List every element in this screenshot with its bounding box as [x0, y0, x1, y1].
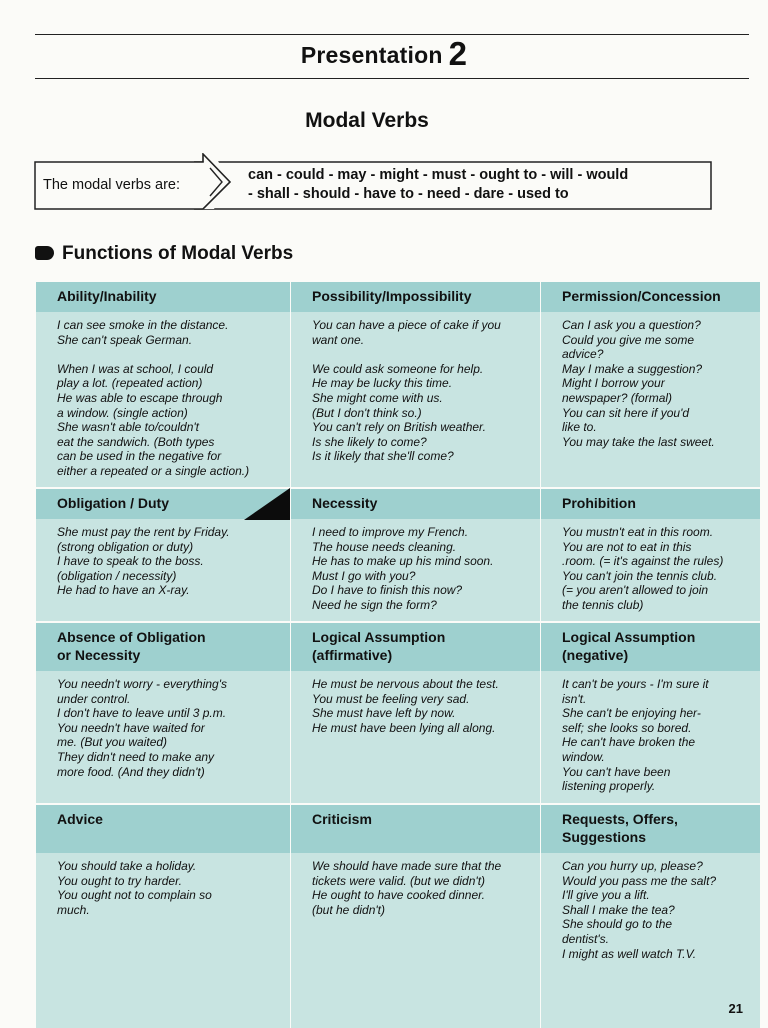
function-heading-text: Logical Assumption [312, 629, 446, 645]
function-examples [541, 519, 760, 621]
example-line: window. [562, 749, 605, 764]
function-heading [541, 489, 760, 519]
example-line: (= you aren't allowed to join [562, 583, 709, 598]
modal-verbs-list [248, 166, 710, 204]
example-line: play a lot. (repeated action) [57, 376, 203, 391]
example-line: You needn't worry - everything's [57, 677, 228, 691]
example-line: She can't speak German. [57, 332, 193, 347]
example-line: I don't have to leave until 3 p.m. [57, 706, 227, 721]
example-line: May I make a suggestion? [562, 361, 703, 376]
example-line: can be used in the negative for [57, 449, 222, 464]
function-examples [541, 671, 760, 803]
example-line: like to. [562, 420, 597, 435]
function-examples [291, 519, 540, 621]
function-heading-text: Suggestions [562, 829, 647, 845]
function-heading [36, 489, 290, 519]
function-heading [291, 282, 540, 312]
example-line: under control. [57, 691, 131, 706]
example-line: We could ask someone for help. [312, 361, 484, 376]
example-line: She might come with us. [312, 390, 443, 405]
example-line: He ought to have cooked dinner. [312, 888, 486, 903]
example-line: more food. (And they didn't) [57, 764, 205, 779]
example-line: You ought to try harder. [57, 873, 182, 888]
page-title: Modal Verbs [305, 109, 429, 132]
example-line: I might as well watch T.V. [562, 946, 697, 961]
example-line: You can't rely on British weather. [312, 420, 486, 435]
example-line: You can have a piece of cake if you [312, 318, 501, 332]
example-line: He must have been lying all along. [312, 720, 496, 735]
presentation-number: 2 [448, 35, 468, 72]
example-line: Shall I make the tea? [562, 902, 675, 917]
example-line: He can't have broken the [562, 735, 696, 750]
example-line: Would you pass me the salt? [562, 873, 717, 888]
example-line: You are not to eat in this [562, 539, 692, 554]
function-heading [36, 805, 290, 853]
example-line: Must I go with you? [312, 568, 416, 583]
function-heading-text: Absence of Obligation [57, 629, 206, 645]
example-line: He must be nervous about the test. [312, 677, 499, 691]
example-line: I have to speak to the boss. [57, 554, 204, 569]
function-heading-text: Necessity [312, 495, 378, 511]
modal-verbs-intro-box [34, 153, 712, 211]
function-heading [541, 282, 760, 312]
example-line: (but he didn't) [312, 902, 386, 917]
example-line: He was able to escape through [57, 390, 223, 405]
example-line: They didn't need to make any [57, 749, 215, 764]
function-heading [36, 282, 290, 312]
function-heading [36, 623, 290, 671]
example-line: You can sit here if you'd [562, 405, 690, 420]
function-heading [291, 623, 540, 671]
example-line: Might I borrow your [562, 376, 665, 391]
example-line: (obligation / necessity) [57, 568, 177, 583]
example-line: me. (But you waited) [57, 735, 168, 750]
example-line: Can I ask you a question? [562, 318, 701, 332]
example-line: You should take a holiday. [57, 859, 197, 873]
function-heading-text: Advice [57, 811, 103, 827]
function-examples [36, 853, 290, 1028]
example-line: the tennis club) [562, 597, 644, 612]
example-line: dentist's. [562, 931, 609, 946]
function-examples [36, 519, 290, 621]
example-line: a window. (single action) [57, 405, 188, 420]
example-line: (But I don't think so.) [312, 405, 422, 420]
example-line [57, 347, 284, 362]
example-line: Is it likely that she'll come? [312, 449, 454, 464]
example-line: Do I have to finish this now? [312, 583, 463, 598]
function-heading [291, 489, 540, 519]
example-line: I can see smoke in the distance. [57, 318, 229, 332]
functions-table [36, 282, 760, 1028]
example-line: self; she looks so bored. [562, 720, 692, 735]
function-heading-text: Ability/Inability [57, 288, 157, 304]
function-examples [291, 853, 540, 1028]
function-heading-text: Prohibition [562, 495, 636, 511]
arrow-bullet-icon [35, 246, 54, 260]
example-line: I need to improve my French. [312, 525, 469, 539]
example-line: .room. (= it's against the rules) [562, 554, 724, 569]
function-heading-text: Permission/Concession [562, 288, 721, 304]
function-examples [541, 312, 760, 487]
example-line: We should have made sure that the [312, 859, 502, 873]
function-heading-text: Possibility/Impossibility [312, 288, 472, 304]
example-line: either a repeated or a single action.) [57, 463, 250, 478]
example-line [312, 347, 534, 362]
example-line: When I was at school, I could [57, 361, 214, 376]
example-line: You mustn't eat in this room. [562, 525, 714, 539]
function-heading-text: Obligation / Duty [57, 495, 169, 511]
example-line: listening properly. [562, 779, 656, 794]
example-line: She wasn't able to/couldn't [57, 420, 200, 435]
example-line: newspaper? (formal) [562, 390, 673, 405]
function-heading-text: (negative) [562, 647, 629, 663]
presentation-title: Presentation [300, 42, 443, 68]
example-line: He may be lucky this time. [312, 376, 453, 391]
function-examples [36, 671, 290, 803]
example-line: Need he sign the form? [312, 597, 437, 612]
modal-verbs-line-2: - shall - should - have to - need - dare - used to [248, 186, 569, 202]
section-heading [35, 243, 293, 265]
example-line: He had to have an X-ray. [57, 583, 190, 598]
example-line: Could you give me some [562, 332, 695, 347]
intro-label: The modal verbs are: [43, 177, 181, 193]
example-line: She can't be enjoying her- [562, 706, 701, 721]
function-heading-text: Requests, Offers, [562, 811, 678, 827]
function-heading [541, 805, 760, 853]
example-line: tickets were valid. (but we didn't) [312, 873, 486, 888]
example-line: You must be feeling very sad. [312, 691, 470, 706]
example-line: isn't. [562, 691, 587, 706]
function-heading-text: or Necessity [57, 647, 141, 663]
presentation-header [0, 32, 768, 77]
function-examples [291, 671, 540, 803]
example-line: (strong obligation or duty) [57, 539, 194, 554]
example-line: She must have left by now. [312, 706, 456, 721]
function-examples [36, 312, 290, 487]
modal-verbs-line-1: can - could - may - might - must - ought to - will - would [248, 167, 629, 183]
example-line: The house needs cleaning. [312, 539, 457, 554]
function-heading-text: (affirmative) [312, 647, 393, 663]
example-line: much. [57, 902, 90, 917]
header-bottom-rule [35, 78, 749, 79]
function-examples [291, 312, 540, 487]
page-number: 21 [728, 1001, 743, 1016]
function-heading [541, 623, 760, 671]
example-line: I'll give you a lift. [562, 888, 650, 903]
example-line: advice? [562, 347, 604, 362]
example-line: It can't be yours - I'm sure it [562, 677, 709, 691]
example-line: Is she likely to come? [312, 434, 427, 449]
example-line: eat the sandwich. (Both types [57, 434, 215, 449]
example-line: want one. [312, 332, 365, 347]
example-line: You needn't have waited for [57, 720, 205, 735]
function-heading-text: Criticism [312, 811, 372, 827]
function-examples [541, 853, 760, 1028]
section-heading-text: Functions of Modal Verbs [62, 243, 294, 264]
function-heading-text: Logical Assumption [562, 629, 696, 645]
example-line: He has to make up his mind soon. [312, 554, 494, 569]
example-line: You can't have been [562, 764, 671, 779]
example-line: You ought not to complain so [57, 888, 212, 903]
example-line: She must pay the rent by Friday. [57, 525, 230, 539]
example-line: She should go to the [562, 917, 673, 932]
example-line: You may take the last sweet. [562, 434, 715, 449]
example-line: You can't join the tennis club. [562, 568, 718, 583]
example-line: Can you hurry up, please? [562, 859, 703, 873]
corner-triangle-icon [244, 488, 290, 520]
function-heading [291, 805, 540, 853]
